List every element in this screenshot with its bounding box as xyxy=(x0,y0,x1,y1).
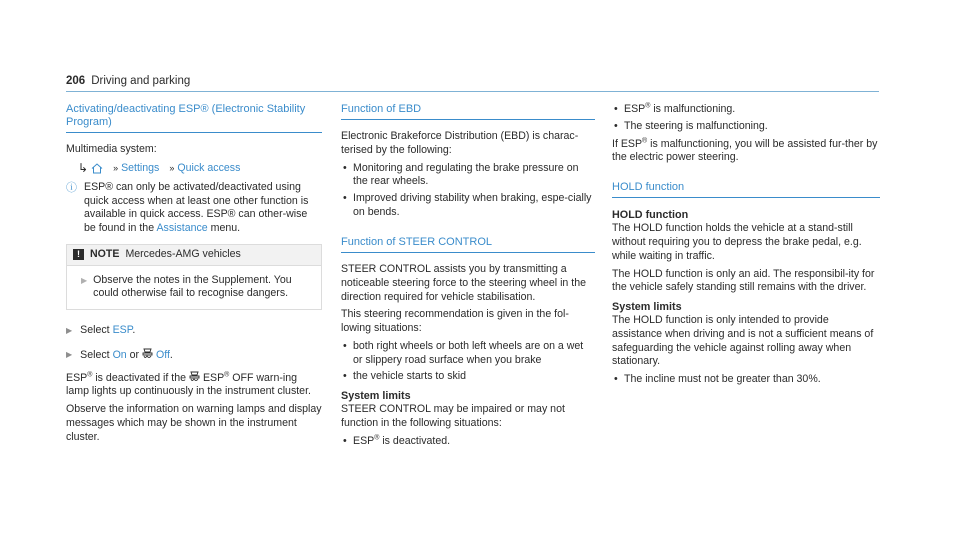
arrow-icon: ↳ xyxy=(78,161,89,176)
info-icon: ⓘ xyxy=(66,181,77,194)
list-item: • Improved driving stability when braking, espe-cially on bends. xyxy=(341,192,595,220)
column-3 xyxy=(612,103,880,391)
step-select-esp: ▶ Select ESP. xyxy=(66,324,136,337)
triangle-step-icon: ▶ xyxy=(81,275,88,285)
heading-esp: Activating/deactivating ESP® (Electronic Stability Program) xyxy=(66,103,322,133)
warning-icon: ! xyxy=(73,249,84,260)
esp-option[interactable]: ESP xyxy=(112,324,133,337)
list-item: • Monitoring and regulating the brake pressure on the rear wheels. xyxy=(341,162,595,190)
column-2 xyxy=(341,103,595,452)
triangle-step-icon: ▶ xyxy=(66,326,73,336)
path-quick-access[interactable]: Quick access xyxy=(177,162,241,175)
double-chevron-icon: » xyxy=(169,163,175,174)
hold-limits-list xyxy=(612,373,880,387)
steer-limits-text: STEER CONTROL may be impaired or may not function in the following situations: xyxy=(341,403,565,429)
observe-paragraph: Observe the information on warning lamps and display messages which may be shown in the instrument cluster. xyxy=(66,403,322,443)
step-select-on-off: ▶ Select On or Off. xyxy=(66,348,173,361)
steer-list xyxy=(341,340,595,384)
power-steering-paragraph: If ESP® is malfunctioning, you will be assisted fur-ther by the electric power steering. xyxy=(612,137,878,164)
note-text: Observe the notes in the Supplement. You could otherwise fail to recognise dangers. xyxy=(93,273,292,300)
triangle-step-icon: ▶ xyxy=(66,349,73,359)
esp-off-icon xyxy=(142,348,153,360)
page-number: 206 xyxy=(66,75,86,87)
note-box xyxy=(66,244,322,310)
hold-limits-subheading: System limits xyxy=(612,301,682,314)
home-icon xyxy=(91,163,103,174)
path-settings[interactable]: Settings xyxy=(121,162,160,175)
system-limits-heading: System limits xyxy=(341,390,411,403)
page-title: Driving and parking xyxy=(91,75,191,87)
ebd-intro: Electronic Brakeforce Distribution (EBD) is charac-terised by the following: xyxy=(341,130,579,156)
info-note xyxy=(66,181,322,236)
column-1 xyxy=(66,103,322,448)
note-header xyxy=(67,245,321,266)
hold-function-subheading: HOLD function xyxy=(612,209,689,222)
list-item: • ESP® is malfunctioning. xyxy=(612,103,880,117)
note-body xyxy=(67,266,321,310)
hold-responsibility: The HOLD function is only an aid. The responsibil-ity for the vehicle safely standing still remains with the driver. xyxy=(612,267,875,294)
list-item: • The steering is malfunctioning. xyxy=(612,120,880,134)
note-title: Mercedes-AMG vehicles xyxy=(125,247,241,260)
esp-warning-paragraph: ESP® is deactivated if the ESP® OFF warn-ing lamp lights up continuously in the instrument cluster. xyxy=(66,371,311,398)
hold-description: The HOLD function holds the vehicle at a stand-still without requiring you to depress the brake pedal, e.g. while waiting in traffic. xyxy=(612,222,862,262)
on-option[interactable]: On xyxy=(112,348,127,361)
steer-situations: This steering recommendation is given in the fol-lowing situations: xyxy=(341,308,569,335)
heading-ebd: Function of EBD xyxy=(341,103,595,120)
double-chevron-icon: » xyxy=(113,163,119,174)
heading-steer-control: Function of STEER CONTROL xyxy=(341,236,595,253)
list-item: • ESP® is deactivated. xyxy=(341,435,595,449)
note-label: NOTE xyxy=(90,247,120,260)
off-option[interactable]: Off xyxy=(155,348,170,361)
malfunction-list xyxy=(612,103,880,134)
assistance-link[interactable]: Assistance xyxy=(156,222,208,235)
esp-off-icon xyxy=(189,371,200,383)
multimedia-label: Multimedia system: xyxy=(66,143,157,156)
steer-limits-list xyxy=(341,435,595,449)
list-item: • the vehicle starts to skid xyxy=(341,370,595,384)
heading-hold: HOLD function xyxy=(612,181,880,198)
menu-path xyxy=(78,161,322,177)
list-item: • both right wheels or both left wheels are on a wet or slippery road surface when you brake xyxy=(341,340,595,368)
hold-limits-text: The HOLD function is only intended to provide assistance when driving and is not a sufficient means of safeguarding the vehicle against rolling away when stationary. xyxy=(612,314,874,368)
steer-intro: STEER CONTROL assists you by transmitting a noticeable steering force to the steering wheel in the direction required for vehicle stabilisation. xyxy=(341,262,586,303)
list-item: • The incline must not be greater than 30%. xyxy=(612,373,880,387)
info-text: ESP® can only be activated/deactivated using quick access when at least one other function is available in quick access. ESP® can other-wise be found in the Assistance menu. xyxy=(84,180,309,235)
page-header xyxy=(66,74,879,92)
ebd-list xyxy=(341,162,595,220)
